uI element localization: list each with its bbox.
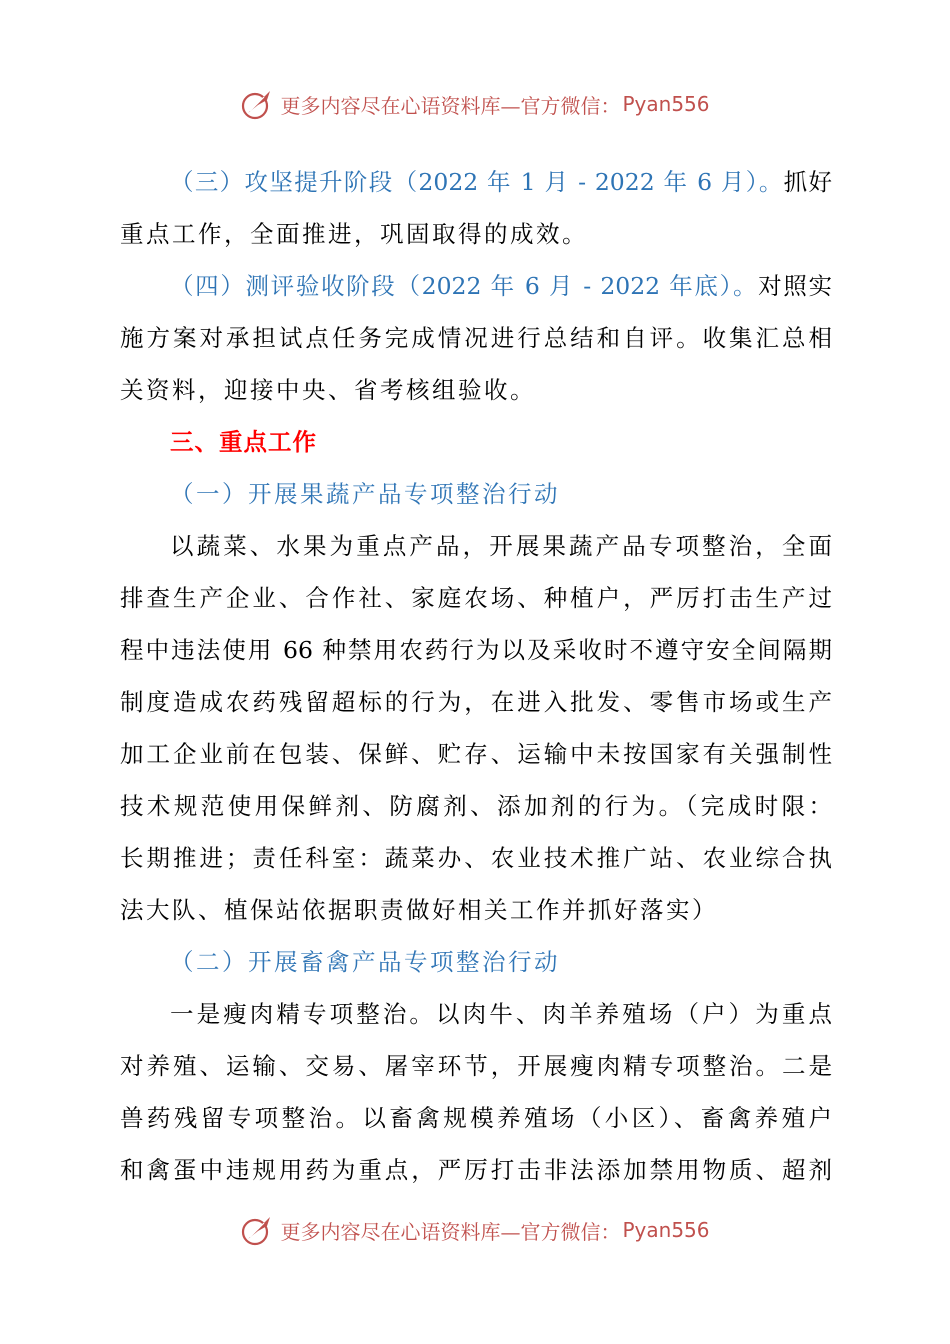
paragraph-line: 和禽蛋中违规用药为重点，严厉打击非法添加禁用物质、超剂 xyxy=(120,1156,832,1184)
quill-logo-icon xyxy=(240,1213,274,1247)
paragraph-line: 对养殖、运输、交易、屠宰环节，开展瘦肉精专项整治。二是 xyxy=(120,1052,832,1080)
paragraph-line: 一是瘦肉精专项整治。以肉牛、肉羊养殖场（户）为重点 xyxy=(170,1000,832,1028)
watermark-text: 更多内容尽在心语资料库—官方微信： xyxy=(280,93,621,118)
section-3-4-line-2: 施方案对承担试点任务完成情况进行总结和自评。收集汇总相 xyxy=(120,324,832,352)
section-3-3-line-2: 重点工作，全面推进，巩固取得的成效。 xyxy=(120,220,588,248)
paragraph-line: 以蔬菜、水果为重点产品，开展果蔬产品专项整治，全面 xyxy=(170,532,832,560)
quill-logo-icon xyxy=(240,87,274,121)
paragraph-line: 程中违法使用 66 种禁用农药行为以及采收时不遵守安全间隔期 xyxy=(120,636,832,664)
section-3-3-line-1 xyxy=(120,156,832,208)
part-three-title: 三、重点工作 xyxy=(170,428,317,456)
paragraph-line: 法大队、植保站依据职责做好相关工作并抓好落实） xyxy=(120,896,718,924)
section-3-4-heading: （四）测评验收阶段（2022 年 6 月 - 2022 年底）。 xyxy=(170,272,759,300)
section-3-3-line1-tail: 抓好 xyxy=(783,168,832,196)
section-3-4-line-3: 关资料，迎接中央、省考核组验收。 xyxy=(120,376,536,404)
paragraph-line: 排查生产企业、合作社、家庭农场、种植户，严厉打击生产过 xyxy=(120,584,832,612)
watermark-top xyxy=(0,84,950,124)
paragraph-line: 制度造成农药残留超标的行为，在进入批发、零售市场或生产 xyxy=(120,688,832,716)
item-2-heading: （二）开展畜禽产品专项整治行动 xyxy=(170,948,560,976)
section-3-3-heading: （三）攻坚提升阶段（2022 年 1 月 - 2022 年 6 月）。 xyxy=(170,168,784,196)
section-3-4-line-1 xyxy=(120,260,832,312)
paragraph-line: 加工企业前在包装、保鲜、贮存、运输中未按国家有关强制性 xyxy=(120,740,832,768)
section-3-4-line1-tail: 对照实 xyxy=(758,272,832,300)
document-body xyxy=(120,156,832,1196)
watermark-wechat-id: Pyan556 xyxy=(622,1218,710,1242)
paragraph-line: 兽药残留专项整治。以畜禽规模养殖场（小区）、畜禽养殖户 xyxy=(120,1104,832,1132)
watermark-text: 更多内容尽在心语资料库—官方微信： xyxy=(280,1219,621,1244)
watermark-wechat-id: Pyan556 xyxy=(622,92,710,116)
item-1-heading: （一）开展果蔬产品专项整治行动 xyxy=(170,480,560,508)
watermark-bottom xyxy=(0,1210,950,1250)
paragraph-line: 技术规范使用保鲜剂、防腐剂、添加剂的行为。（完成时限： xyxy=(120,792,832,820)
paragraph-line: 长期推进；责任科室：蔬菜办、农业技术推广站、农业综合执 xyxy=(120,844,832,872)
